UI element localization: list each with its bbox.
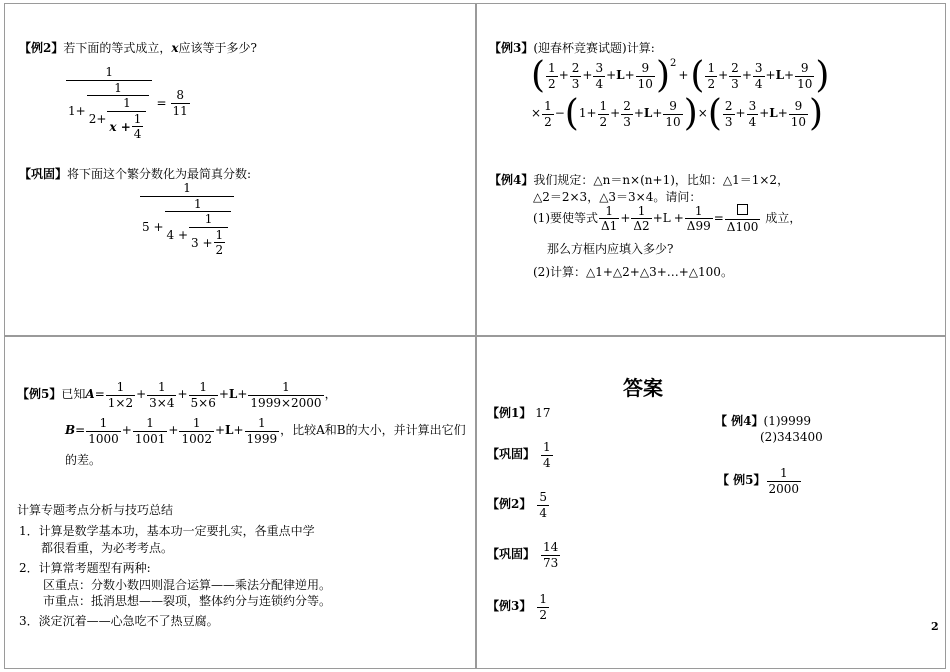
plus: + bbox=[582, 68, 593, 83]
minus: − bbox=[554, 106, 565, 121]
ellipsis-L: L bbox=[775, 68, 785, 83]
example-2-label: 【例2】 bbox=[19, 41, 64, 55]
example-4-question-1-line-2: 那么方框内应填入多少? bbox=[547, 242, 674, 256]
plus: + bbox=[765, 68, 776, 83]
numerator: 1 bbox=[192, 416, 201, 430]
numerator: 1 bbox=[146, 416, 154, 430]
denominator: 4 bbox=[595, 76, 604, 91]
fraction bbox=[147, 381, 176, 409]
example-2-text: 若下面的等式成立， bbox=[63, 41, 172, 55]
fraction bbox=[132, 113, 144, 141]
denominator: 1002 bbox=[181, 431, 212, 446]
fraction bbox=[767, 467, 802, 495]
denominator: 4 bbox=[133, 127, 142, 142]
label: 【例1】 bbox=[487, 406, 532, 420]
example-4-question-1 bbox=[533, 204, 801, 233]
term: 5 + bbox=[142, 219, 164, 234]
ellipsis-L: L bbox=[769, 106, 778, 121]
example-2-text-post: 应该等于多少? bbox=[178, 41, 257, 55]
plus: + bbox=[718, 68, 729, 83]
term: 1+ bbox=[578, 106, 597, 121]
denominator: 10 bbox=[637, 76, 653, 91]
answer-ex2 bbox=[487, 491, 550, 519]
answers-title: 答案 bbox=[623, 376, 663, 400]
paren: ( bbox=[564, 93, 579, 134]
plus: + bbox=[218, 387, 229, 402]
fraction bbox=[598, 100, 610, 128]
denominator: 2 bbox=[544, 114, 552, 129]
fraction bbox=[537, 491, 549, 519]
fraction bbox=[663, 100, 682, 128]
fraction bbox=[107, 97, 146, 141]
numerator: 1 bbox=[694, 203, 703, 218]
var-A: A bbox=[85, 387, 95, 402]
numerator: 1 bbox=[707, 60, 716, 75]
plus: + bbox=[784, 68, 795, 83]
example-5-label: 【例5】 bbox=[17, 387, 62, 402]
plus: + bbox=[558, 68, 569, 83]
summary-item-1-cont: 都很看重，为必考考点。 bbox=[41, 541, 174, 555]
fraction bbox=[753, 62, 765, 90]
denominator: 2 bbox=[215, 243, 224, 258]
paren: ) bbox=[815, 55, 830, 96]
plus: + bbox=[652, 106, 663, 121]
numerator: 9 bbox=[669, 98, 677, 113]
plus: + bbox=[610, 106, 621, 121]
denominator: 2 bbox=[548, 76, 556, 91]
panel-example-5 bbox=[4, 336, 476, 669]
denominator: 4 bbox=[754, 76, 763, 91]
denominator: 3 bbox=[724, 114, 733, 129]
numerator: 5 bbox=[539, 490, 547, 504]
numerator: 14 bbox=[543, 540, 559, 554]
text: 已知 bbox=[61, 387, 86, 402]
answer-gonggu-1 bbox=[487, 441, 554, 469]
answer-gonggu-2 bbox=[487, 541, 561, 569]
denominator bbox=[165, 211, 232, 257]
ellipsis-L: L bbox=[228, 387, 238, 402]
denominator bbox=[66, 80, 152, 141]
fraction bbox=[541, 541, 560, 569]
denominator: 4 bbox=[748, 114, 757, 129]
example-3-row-2 bbox=[531, 93, 824, 134]
plus: + bbox=[168, 423, 179, 438]
label: 【例2】 bbox=[487, 497, 532, 512]
numerator: 3 bbox=[748, 98, 757, 113]
exponent: 2 bbox=[669, 58, 677, 69]
example-3-heading bbox=[489, 42, 655, 56]
fraction bbox=[789, 100, 808, 128]
numerator: 1 bbox=[157, 380, 166, 394]
plus: + bbox=[652, 210, 663, 225]
denominator: 4 bbox=[543, 455, 551, 470]
denominator: 4 bbox=[539, 505, 547, 520]
denominator: 1001 bbox=[134, 431, 166, 446]
ellipsis-L: L bbox=[616, 68, 625, 83]
denominator bbox=[189, 227, 228, 257]
denominator: Δ1 bbox=[601, 219, 618, 234]
plus: + bbox=[673, 210, 684, 225]
blank-box bbox=[735, 204, 750, 219]
fraction bbox=[537, 593, 549, 621]
example-5-B bbox=[65, 417, 466, 445]
denominator: 3×4 bbox=[149, 395, 175, 410]
fraction bbox=[542, 100, 554, 128]
fraction bbox=[133, 417, 168, 445]
ellipsis-L: L bbox=[662, 210, 671, 225]
plus: + bbox=[759, 106, 770, 121]
numerator: 3 bbox=[754, 60, 763, 75]
page-number: 2 bbox=[931, 620, 939, 633]
numerator: 1 bbox=[605, 203, 613, 218]
gonggu-1-label: 【巩固】 bbox=[19, 167, 68, 181]
plus: + bbox=[214, 423, 226, 438]
label: 【 例4】 bbox=[715, 414, 764, 428]
denominator: 2 bbox=[707, 76, 716, 91]
fraction bbox=[725, 204, 761, 233]
fraction bbox=[747, 100, 759, 128]
denominator: Δ2 bbox=[633, 219, 650, 234]
fraction bbox=[165, 198, 232, 257]
plus: + bbox=[233, 423, 244, 438]
q1-suffix: 成立， bbox=[765, 210, 802, 225]
paren: ( bbox=[690, 55, 705, 96]
answer-ex4 bbox=[715, 415, 811, 429]
numerator: 1 bbox=[215, 227, 224, 242]
paren: ( bbox=[531, 55, 546, 96]
summary-item-2: 2．计算常考题型有两种: bbox=[19, 561, 151, 575]
denominator: 1999 bbox=[246, 431, 278, 446]
example-4-question-2: (2)计算：△1+△2+△3+…+△100。 bbox=[533, 265, 733, 279]
fraction bbox=[599, 205, 619, 233]
example-3-text: (迎春杯竞赛试题)计算: bbox=[533, 41, 655, 55]
fraction bbox=[214, 229, 226, 257]
plus: + bbox=[633, 106, 644, 121]
example-2-heading bbox=[19, 42, 257, 56]
answer-ex4-value-2: (2)343400 bbox=[760, 430, 823, 444]
example-2-equation bbox=[65, 66, 191, 141]
numerator: 1 bbox=[99, 416, 108, 430]
panel-examples-3-4 bbox=[476, 3, 946, 336]
numerator: 8 bbox=[176, 88, 184, 103]
panel-example-2 bbox=[4, 3, 476, 336]
fraction bbox=[106, 381, 135, 409]
numerator: 1 bbox=[544, 98, 552, 113]
fraction bbox=[546, 62, 558, 90]
example-4-line-2: △2＝2×3，△3＝3×4。请问： bbox=[533, 190, 702, 204]
plus: + bbox=[620, 210, 631, 225]
term: 1+ bbox=[68, 103, 86, 118]
term: 3 + bbox=[191, 235, 213, 250]
plus: + bbox=[735, 106, 746, 121]
plus: + bbox=[606, 68, 617, 83]
fraction bbox=[723, 100, 735, 128]
var-B: B bbox=[65, 423, 76, 438]
example-5-tail: ，比较A和B的大小，并计算出它们 bbox=[280, 423, 466, 438]
denominator: 1999×2000 bbox=[250, 395, 322, 410]
numerator: 1 bbox=[199, 380, 208, 394]
denominator bbox=[87, 95, 150, 141]
term: x + bbox=[109, 119, 131, 134]
denominator: 2000 bbox=[768, 481, 800, 496]
plus: + bbox=[177, 387, 188, 402]
numerator: 1 bbox=[133, 111, 142, 126]
q1-prefix: (1)要使等式 bbox=[533, 210, 598, 225]
fraction bbox=[179, 417, 214, 445]
denominator: 10 bbox=[790, 114, 807, 129]
numerator: 1 bbox=[282, 380, 290, 394]
fraction bbox=[87, 82, 150, 141]
numerator: 1 bbox=[123, 96, 131, 111]
equals: = bbox=[94, 387, 105, 402]
numerator: 1 bbox=[105, 65, 114, 79]
equals: = bbox=[713, 210, 724, 225]
fraction bbox=[541, 441, 553, 469]
example-4-line-1: 我们规定：△n＝n×(n+1)，比如：△1＝1×2， bbox=[533, 173, 790, 187]
summary-item-3: 3．淡定沉着——心急吃不了热豆腐。 bbox=[19, 614, 219, 628]
denominator: Δ99 bbox=[686, 219, 711, 234]
value-1: (1)9999 bbox=[763, 414, 812, 428]
denominator: 3 bbox=[571, 76, 580, 91]
numerator: 1 bbox=[779, 466, 788, 480]
gonggu-1-heading bbox=[19, 168, 251, 182]
fraction bbox=[189, 381, 218, 409]
term: 4 + bbox=[166, 227, 189, 242]
denominator: 1000 bbox=[88, 431, 119, 446]
example-3-row-1 bbox=[531, 55, 830, 96]
example-5-A bbox=[17, 381, 337, 409]
numerator: 1 bbox=[599, 98, 608, 113]
fraction bbox=[729, 62, 741, 90]
fraction bbox=[631, 205, 651, 233]
fraction bbox=[685, 205, 713, 233]
answer-box bbox=[737, 204, 748, 215]
equals: = bbox=[75, 423, 86, 438]
answer-ex5 bbox=[717, 467, 802, 495]
numerator: 1 bbox=[539, 592, 547, 606]
comma: ， bbox=[324, 387, 337, 402]
term: 2+ bbox=[88, 111, 107, 126]
plus: + bbox=[741, 68, 752, 83]
fraction bbox=[140, 182, 234, 257]
example-2-main-fraction bbox=[66, 66, 152, 141]
example-4-label: 【例4】 bbox=[489, 173, 534, 187]
summary-item-1: 1．计算是数学基本功，基本功一定要扎实，各重点中学 bbox=[19, 524, 315, 538]
denominator: 3 bbox=[623, 114, 631, 129]
gonggu-1-text: 将下面这个繁分数化为最简真分数: bbox=[67, 167, 252, 181]
panel-answers bbox=[476, 336, 946, 669]
equals: = bbox=[156, 95, 167, 110]
fraction bbox=[621, 100, 633, 128]
fraction bbox=[248, 381, 323, 409]
paren: ) bbox=[809, 93, 824, 134]
numerator: 1 bbox=[543, 440, 551, 454]
fraction bbox=[593, 62, 605, 90]
fraction bbox=[245, 417, 280, 445]
fraction bbox=[570, 62, 582, 90]
example-2-rhs bbox=[171, 89, 190, 117]
denominator: 10 bbox=[797, 76, 813, 91]
denominator bbox=[107, 111, 146, 141]
numerator: 9 bbox=[800, 60, 809, 75]
denominator: 2 bbox=[539, 607, 547, 622]
denominator: Δ100 bbox=[726, 219, 759, 234]
numerator: 9 bbox=[794, 98, 803, 113]
plus: + bbox=[678, 68, 689, 83]
fraction bbox=[795, 62, 814, 90]
numerator: 2 bbox=[731, 60, 739, 75]
summary-item-2a: 区重点：分数小数四则混合运算——乘法分配律逆用。 bbox=[43, 578, 332, 592]
plus: + bbox=[624, 68, 635, 83]
example-3-label: 【例3】 bbox=[489, 41, 534, 55]
fraction bbox=[189, 213, 228, 257]
fraction bbox=[636, 62, 655, 90]
label: 【巩固】 bbox=[487, 447, 536, 462]
denominator: 11 bbox=[172, 103, 188, 118]
numerator: 1 bbox=[114, 80, 122, 95]
numerator: 1 bbox=[204, 212, 213, 227]
ellipsis-L: L bbox=[643, 106, 653, 121]
fraction bbox=[705, 62, 717, 90]
numerator: 1 bbox=[183, 181, 191, 195]
plus: + bbox=[121, 423, 132, 438]
plus: + bbox=[237, 387, 248, 402]
denominator: 73 bbox=[543, 555, 559, 570]
plus: + bbox=[136, 387, 147, 402]
ellipsis-L: L bbox=[225, 423, 234, 438]
paren: ) bbox=[655, 55, 670, 96]
plus: + bbox=[777, 106, 788, 121]
summary-title: 计算专题考点分析与技巧总结 bbox=[17, 503, 174, 517]
times: × bbox=[697, 106, 708, 121]
numerator: 3 bbox=[595, 60, 604, 75]
denominator: 3 bbox=[731, 76, 739, 91]
numerator: 1 bbox=[116, 380, 125, 394]
paren: ( bbox=[707, 93, 722, 134]
fraction bbox=[86, 417, 121, 445]
numerator: 1 bbox=[258, 416, 266, 430]
numerator: 2 bbox=[623, 98, 631, 113]
denominator: 5×6 bbox=[190, 395, 216, 410]
label: 【巩固】 bbox=[487, 547, 536, 562]
denominator: 10 bbox=[665, 114, 681, 129]
example-4-heading bbox=[489, 174, 789, 188]
numerator: 2 bbox=[571, 60, 580, 75]
value: 17 bbox=[535, 406, 551, 420]
answer-ex1 bbox=[487, 407, 550, 421]
denominator: 2 bbox=[599, 114, 608, 129]
label: 【例3】 bbox=[487, 599, 532, 614]
paren: ) bbox=[683, 93, 698, 134]
numerator: 1 bbox=[194, 196, 202, 211]
gonggu-1-fraction bbox=[139, 182, 235, 257]
denominator: 1×2 bbox=[107, 395, 134, 410]
answer-ex3 bbox=[487, 593, 550, 621]
example-2-var: x bbox=[171, 41, 179, 55]
numerator: 1 bbox=[548, 60, 556, 75]
denominator bbox=[140, 196, 234, 257]
times: × bbox=[531, 106, 542, 121]
numerator: 1 bbox=[637, 203, 646, 218]
example-5-tail-2: 的差。 bbox=[65, 453, 102, 467]
label: 【 例5】 bbox=[717, 473, 766, 488]
summary-item-2b: 市重点：抵消思想——裂项，整体约分与连锁约分等。 bbox=[43, 594, 332, 608]
numerator: 9 bbox=[641, 60, 650, 75]
numerator: 2 bbox=[724, 98, 733, 113]
